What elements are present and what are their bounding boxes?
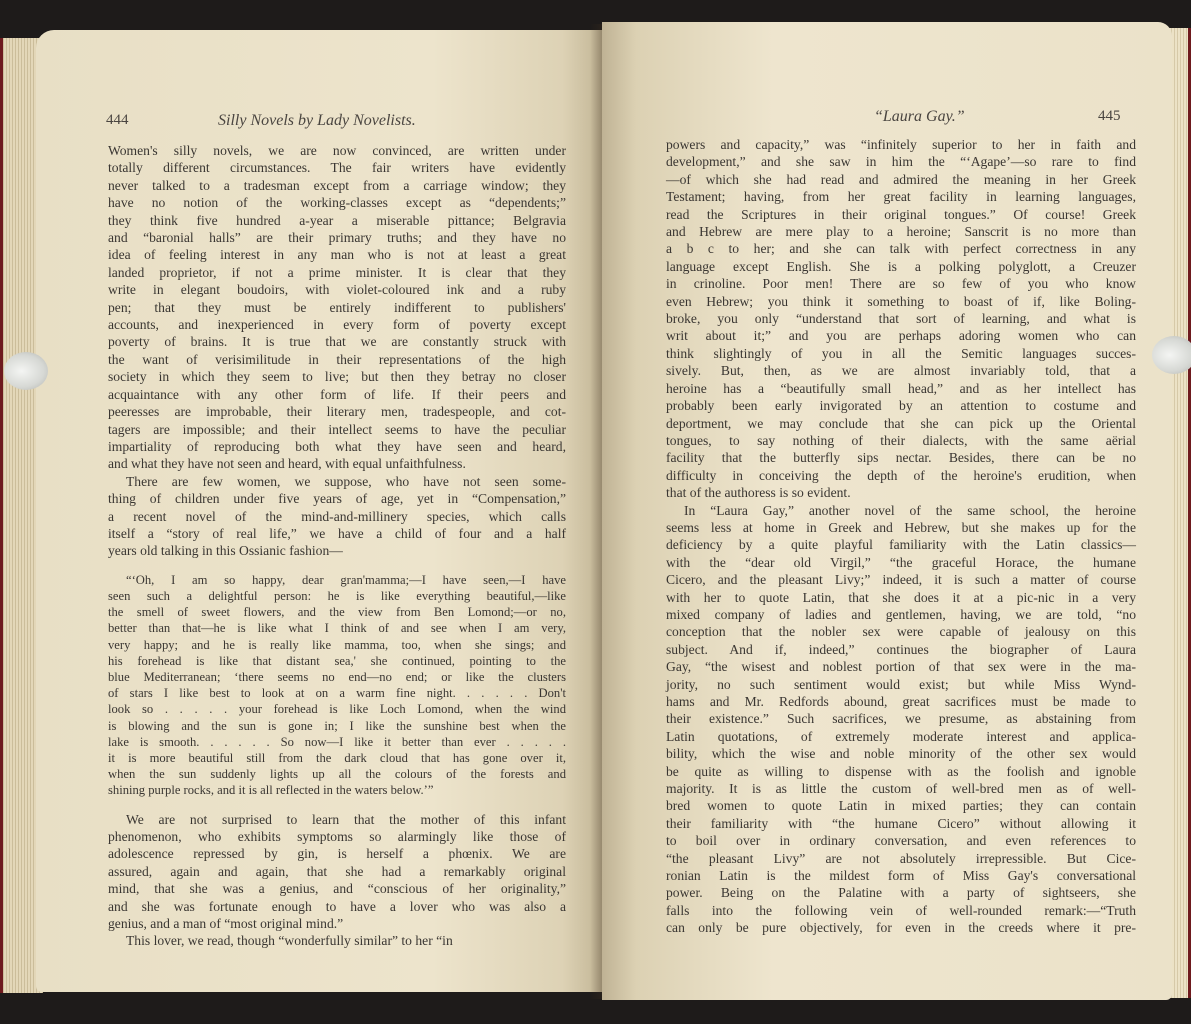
text-line: We are not surprised to learn that the mother of this infant (126, 811, 566, 827)
left-page (36, 30, 602, 992)
text-line: accounts, and inexperienced in every form of poverty except (108, 317, 566, 333)
text-line: adolescence repressed by gin, is herself a phœnix. We are (108, 846, 566, 862)
text-line: bility, which the wise and noble minority of the other sex would (666, 746, 1136, 762)
text-line: have no notion of the working-classes except as “dependents;” (108, 195, 566, 211)
text-line: “the pleasant Livy” are not absolutely irrepressible. But Cice- (666, 850, 1136, 866)
quote-line: “‘Oh, I am so happy, dear gran'mamma;—I have seen,—I have (126, 572, 566, 587)
text-line: society in which they seem to live; but then they betray no closer (108, 369, 566, 385)
text-line: impartiality of reproducing both what they have seen and heard, (108, 438, 566, 454)
text-line: sively. But, then, as we are almost invariably told, that a (666, 363, 1136, 379)
right-page (602, 22, 1172, 1000)
text-line: acquaintance with any other form of life. If their peers and (108, 386, 566, 402)
text-line: language except English. She is a polking polyglott, a Creuzer (666, 258, 1136, 274)
text-line: can only be pure objectively, for even in the creeds where it pre- (666, 920, 1136, 936)
text-line: power. Being on the Palatine with a party of sightseers, she (666, 885, 1136, 901)
text-line: think slightingly of you in all the Semitic languages succes- (666, 345, 1136, 361)
text-line: that of the authoress is so evident. (666, 485, 851, 501)
text-line: phenomenon, who exhibits symptoms so alarmingly like those of (108, 829, 566, 844)
text-line: seems less at home in Greek and Hebrew, but she makes up for the (666, 519, 1136, 535)
text-line: their familiarity with “the humane Cicero” without allowing it (666, 815, 1136, 831)
text-line: heroine has a “beautifully small head,” and as her intellect has (666, 380, 1136, 396)
text-line: This lover, we read, though “wonderfully similar” to her “in (126, 933, 453, 949)
text-line: powers and capacity,” was “infinitely superior to her in faith and (666, 137, 1136, 152)
text-line: In “Laura Gay,” another novel of the same school, the heroine (684, 502, 1136, 518)
right-body-text (666, 136, 1136, 937)
text-line: and she was fortunate enough to have a lover who was also a (108, 898, 566, 914)
quote-line: very happy; and he is really like mamma, too, when she sings; and (108, 637, 566, 652)
text-line: idea of feeling interest in any man who is not at least a great (108, 247, 566, 263)
text-line: with her to quote Latin, that she does it at a pic-nic in a very (666, 589, 1136, 605)
text-line: There are few women, we suppose, who have not seen some- (126, 473, 566, 489)
text-line: difficulty in conceiving the depth of the heroine's erudition, when (666, 467, 1136, 483)
text-line: tongues, to say nothing of their dialects, with the same aërial (666, 432, 1136, 448)
text-line: they think five hundred a-year a miserable pittance; Belgravia (108, 212, 566, 228)
text-line: bred women to quote Latin in mixed parties; they can contain (666, 798, 1136, 814)
text-line: pen; that they must be entirely indifferent to publishers' (108, 299, 566, 315)
text-line: probably been early invigorated by an attention to costume and (666, 398, 1136, 414)
text-line: deficiency by a quite playful familiarity with the Latin classics— (666, 537, 1136, 553)
quote-line: better than that—he is like what I think of and see when I am very, (108, 621, 566, 636)
text-line: Gay, “the wisest and noblest portion of that sex were in the ma- (666, 659, 1136, 675)
quote-line: seen such a delightful person: he is like everything beautiful,—like (108, 588, 566, 603)
right-book-clip (1152, 336, 1191, 374)
quote-line: blue Mediterranean; ‘there seems no end—no end; or like the clusters (108, 669, 566, 684)
running-head-left: Silly Novels by Lady Novelists. (218, 112, 416, 129)
text-line: subject. And if, indeed,” continues the biographer of Laura (666, 641, 1136, 657)
quote-line: look so . . . . . your forehead is like Loch Lomond, when the wind (108, 702, 566, 717)
text-line: peeresses are improbable, their literary men, tradespeople, and cot- (108, 404, 566, 420)
text-line: broke, you only “understand that sort of learning, and what is (666, 311, 1136, 327)
text-line: facility that the butterfly sips nectar. Besides, there can be no (666, 450, 1136, 466)
text-line: poverty of brains. It is true that we are constantly struck with (108, 334, 566, 350)
text-line: jority, no such sentiment would exist; but while Miss Wynd- (666, 676, 1136, 692)
text-line: with the “dear old Virgil,” “the graceful Horace, the humane (666, 554, 1136, 570)
text-line: years old talking in this Ossianic fashion— (108, 543, 343, 559)
text-line: the want of verisimilitude in their representations of the high (108, 351, 566, 367)
page-number-right: 445 (1098, 108, 1121, 124)
text-line: Women's silly novels, we are now convinced, are written under (108, 143, 566, 158)
block-quote (108, 572, 566, 799)
text-line: Testament; having, from her great facility in learning languages, (666, 189, 1136, 205)
text-line: landed proprietor, if not a prime minister. It is clear that they (108, 264, 566, 280)
text-line: ronian Latin is the mildest form of Miss Gay's conversational (666, 868, 1136, 884)
text-line: majority. It is as little the custom of well-bred men as of well- (666, 781, 1136, 797)
quote-line: it is more beautiful still from the dark cloud that has gone over it, (108, 750, 566, 765)
text-line: a recent novel of the mind-and-millinery species, which calls (108, 508, 566, 524)
quote-line: is blowing and the sun is gone in; I like the sunshine best when the (108, 718, 566, 733)
text-line: hams and Mr. Redfords abound, great sacrifices must be made to (666, 694, 1136, 709)
text-line: totally different circumstances. The fair writers have evidently (108, 160, 566, 176)
text-line: and what they have not seen and heard, with equal unfaithfulness. (108, 456, 466, 472)
quote-line: of stars I like best to look at on a warm fine night. . . . . . Don't (108, 686, 566, 701)
text-line: Cicero, and the pleasant Livy;” indeed, it is such a matter of course (666, 572, 1136, 588)
text-line: even Hebrew; you think it something to boast of if, like Boling- (666, 293, 1136, 309)
text-line: in crinoline. Poor men! There are so few of you who know (666, 276, 1136, 292)
text-line: to boil over in ordinary conversation, and even references to (666, 833, 1136, 849)
text-line: and Hebrew are mere play to a heroine; Sanscrit is no more than (666, 224, 1136, 240)
text-line: falls into the following vein of well-rounded remark:—“Truth (666, 902, 1136, 918)
running-head-right: “Laura Gay.” (874, 108, 965, 125)
text-line: write in elegant boudoirs, with violet-coloured ink and a ruby (108, 282, 566, 298)
quote-line: lake is smooth. . . . . . So now—I like it better than ever . . . . . (108, 734, 566, 749)
left-body-text (108, 142, 566, 950)
text-line: mixed company of ladies and gentlemen, having, we are told, “no (666, 606, 1136, 622)
text-line: genius, and a man of “most original mind.” (108, 916, 344, 932)
text-line: read the Scriptures in their original tongues.” Of course! Greek (666, 206, 1136, 222)
text-line: and “baronial halls” are their primary truths; and they have no (108, 230, 566, 246)
text-line: —of which she had read and admired the meaning in her Greek (666, 171, 1136, 187)
quote-line: shining purple rocks, and it is all reflected in the waters below.’” (108, 783, 434, 798)
text-line: assured, again and again, that she had a remarkably original (108, 863, 566, 879)
text-line: never talked to a tradesman except from a carriage window; they (108, 177, 566, 193)
text-line: their existence.” Such sacrifices, we presume, as abstaining from (666, 711, 1136, 727)
text-line: mind, that she was a genius, and “conscious of her originality,” (108, 881, 566, 897)
quote-line: his forehead is like that distant sea,' she continued, pointing to the (108, 653, 566, 668)
text-line: thing of children under five years of age, yet in “Compensation,” (108, 491, 566, 507)
quote-line: when the sun suddenly lights up all the colours of the forests and (108, 767, 566, 782)
text-line: conception that the nobler sex were capable of jealousy on this (666, 624, 1136, 640)
text-line: writ about it;” and you are perhaps adoring women who can (666, 328, 1136, 344)
page-number-left: 444 (106, 112, 129, 128)
text-line: Latin quotations, of extremely moderate interest and applica- (666, 728, 1136, 744)
quote-line: the smell of sweet flowers, and the view from Ben Lomond;—or no, (108, 605, 566, 620)
text-line: itself a “story of real life,” we have a child of four and a half (108, 525, 566, 541)
text-line: tagers are impossible; and their intellect seems to have the peculiar (108, 421, 566, 437)
left-book-clip (4, 352, 48, 390)
text-line: a b c to her; and she can talk with perfect correctness in any (666, 241, 1136, 257)
text-line: be quite as willing to dispense with as the foolish and ignoble (666, 763, 1136, 779)
text-line: development,” and she saw in him the “‘Agape’—so rare to find (666, 154, 1136, 170)
text-line: deportment, we may conclude that she can pick up the Oriental (666, 415, 1136, 431)
